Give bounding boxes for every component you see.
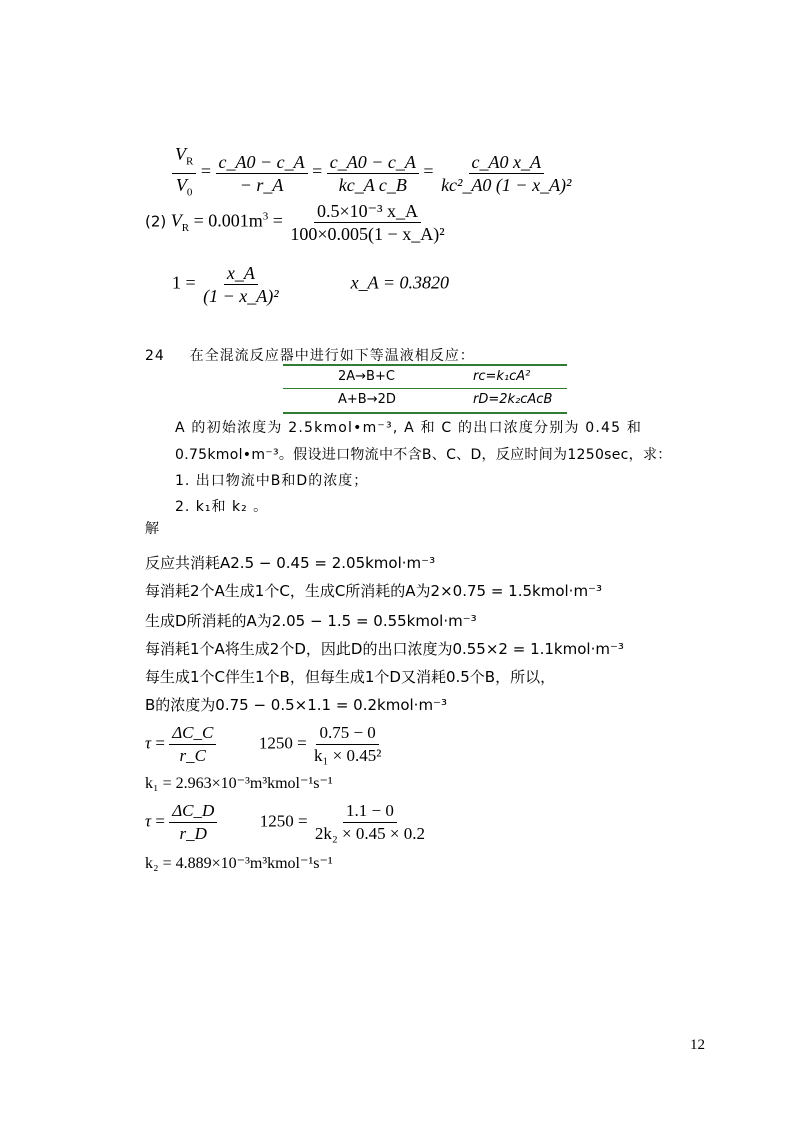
f4-den: kc²_A0 (1 − x_A)² bbox=[441, 174, 572, 195]
problem-heading bbox=[145, 345, 475, 365]
tau-d-num: ΔC_D bbox=[172, 801, 215, 820]
equation-2-fraction bbox=[287, 200, 447, 245]
equation-2-label: (2) bbox=[145, 212, 167, 231]
reaction-1-rate: rc=k₁cA² bbox=[473, 369, 531, 384]
fraction-3 bbox=[327, 151, 419, 196]
solution-line-3: 生成D所消耗的A为2.05 − 1.5 = 0.55kmol·m⁻³ bbox=[145, 612, 477, 630]
tau-c-equation: τ = $\frac{\Delta C\_C}{r\_C}$ 1250 = $\frac{0.75 - 0}{\text{k₁ × 0.45²}}$ bbox=[145, 722, 384, 767]
tau-c-rhs: 1250 = bbox=[258, 733, 307, 753]
equation-2-lhs-sub: R bbox=[181, 222, 190, 235]
reaction-row-2 bbox=[283, 389, 567, 411]
reaction-2-equation: A+B→2D bbox=[338, 392, 396, 407]
tau-c-den: r_C bbox=[179, 746, 206, 765]
k1-result: k₁ = 2.963×10⁻³m³kmol⁻¹s⁻¹ bbox=[145, 775, 333, 792]
equation-2: (2) $V_R = 0.001m^3$ = $\frac{\text{0.5×10⁻³ x\_A}}{\text{100×0.005(1 − x\_A)²}}$ bbox=[145, 200, 448, 245]
solution-line-6: B的浓度为0.75 − 0.5×1.1 = 0.2kmol·m⁻³ bbox=[145, 696, 447, 714]
tau-c-rhs-fraction bbox=[311, 722, 384, 767]
problem-text-1: A 的初始浓度为 2.5kmol•m⁻³, A 和 C 的出口浓度分别为 0.45 和 bbox=[175, 420, 643, 436]
equation-3-den: (1 − x_A)² bbox=[203, 286, 279, 306]
problem-statement: 在全混流反应器中进行如下等温液相反应： bbox=[189, 348, 475, 364]
equation-2-num: 0.5×10⁻³ x_A bbox=[314, 200, 421, 223]
tau-d-rhs-den: 2k₂ × 0.45 × 0.2 bbox=[314, 824, 425, 843]
tau-d-equation: τ = $\frac{\Delta C\_D}{r\_D}$ 1250 = $\frac{1.1 - 0}{\text{2k₂ × 0.45 × 0.2}}$ bbox=[145, 800, 428, 845]
problem-text-2: 0.75kmol•m⁻³。假设进口物流中不含B、C、D，反应时间为1250sec，求： bbox=[175, 447, 672, 463]
k2-result: k₂ = 4.889×10⁻³m³kmol⁻¹s⁻¹ bbox=[145, 855, 333, 872]
equation-2-den: 100×0.005(1 − x_A)² bbox=[290, 224, 445, 244]
equation-2-lhs: V bbox=[170, 210, 182, 231]
f2-num: c_A0 − c_A bbox=[218, 151, 305, 172]
problem-number: 24 bbox=[145, 348, 165, 364]
question-1: 1. 出口物流中B和D的浓度； bbox=[175, 473, 369, 489]
reaction-2-rate: rD=2k₂cAcB bbox=[473, 392, 553, 407]
equation-3 bbox=[172, 262, 449, 307]
table-bottom-rule bbox=[283, 412, 567, 414]
equation-3-fraction bbox=[200, 262, 282, 307]
page-number: 12 bbox=[690, 1037, 705, 1053]
solution-label: 解 bbox=[145, 521, 159, 537]
tau-c-fraction bbox=[169, 722, 216, 767]
equation-2-value-sup: 3 bbox=[262, 210, 269, 223]
vr-symbol: V bbox=[175, 144, 186, 164]
f4-num: c_A0 x_A bbox=[471, 151, 541, 172]
fraction-2 bbox=[216, 151, 308, 196]
question-2: 2. k₁和 k₂ 。 bbox=[175, 499, 269, 515]
equation-3-num: x_A bbox=[226, 263, 255, 283]
v0-sub: 0 bbox=[186, 186, 193, 199]
fraction-4 bbox=[438, 151, 574, 196]
tau-d-rhs-num: 1.1 − 0 bbox=[343, 800, 397, 823]
tau-d-den: r_D bbox=[179, 824, 207, 843]
reaction-1-equation: 2A→B+C bbox=[338, 369, 395, 384]
v0-symbol: V bbox=[175, 174, 187, 195]
vr-sub: R bbox=[186, 155, 194, 168]
solution-line-4: 每消耗1个A将生成2个D，因此D的出口浓度为0.55×2 = 1.1kmol·m⁻³ bbox=[145, 640, 624, 658]
tau-d-rhs: 1250 = bbox=[259, 811, 308, 831]
reaction-row-1 bbox=[283, 366, 567, 388]
solution-line-2: 每消耗2个A生成1个C，生成C所消耗的A为2×0.75 = 1.5kmol·m⁻³ bbox=[145, 582, 602, 600]
solution-line-5: 每生成1个C伴生1个B，但每生成1个D又消耗0.5个B，所以， bbox=[145, 668, 556, 686]
tau-c-rhs-den: k₁ × 0.45² bbox=[313, 746, 382, 765]
tau-c-num: ΔC_C bbox=[172, 723, 214, 742]
tau-d-fraction bbox=[169, 800, 217, 845]
equation-1: $\frac{V_R}{V_0}$ = $\frac{c\_A0 - c\_A}{- r\_A}$ = $\frac{c\_A0 - c\_A}{\text{kc\_A c\_B}}$ = $\frac{c\_A0 x\_A}{\text{kc²\_A0 (1 − x\_A)²}}$ bbox=[172, 143, 574, 203]
reaction-table bbox=[283, 364, 567, 408]
equation-3-result: x_A = 0.3820 bbox=[350, 272, 449, 293]
tau-c-rhs-num: 0.75 − 0 bbox=[316, 722, 378, 745]
fraction-vr-v0 bbox=[172, 143, 196, 203]
f3-den: kc_A c_B bbox=[338, 174, 407, 195]
solution-line-1: 反应共消耗A2.5 − 0.45 = 2.05kmol·m⁻³ bbox=[145, 554, 436, 572]
equation-3-lhs: 1 = bbox=[172, 272, 196, 293]
tau-d-rhs-fraction bbox=[312, 800, 428, 845]
equation-2-value: = 0.001m bbox=[189, 210, 263, 231]
f3-num: c_A0 − c_A bbox=[329, 151, 416, 172]
f2-den: − r_A bbox=[239, 174, 284, 195]
